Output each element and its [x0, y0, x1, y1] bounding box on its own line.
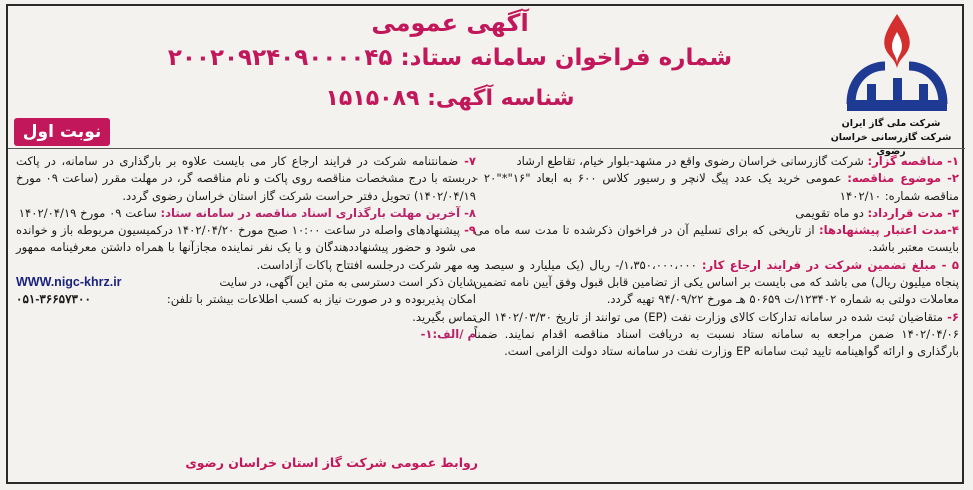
- divider: [8, 148, 965, 149]
- phone-number: ۰۵۱-۳۶۶۵۷۳۰۰: [16, 292, 91, 307]
- ad-code: م /الف:۱-: [420, 326, 476, 341]
- clause-7: ۷- ضمانتنامه شرکت در فرایند ارجاع کار می بایست علاوه بر بارگذاری در سامانه، در پاکت دربسته با درج مشخصات مناقصه روی پاکت و نام مناقصه گر، در مهلت مقرر (ساعت ۰۹ مورخ ۱۴۰۲/۰۴/۱۹) تحویل دفتر حراست شرکت گاز استان خراسان رضوی گردد.: [16, 154, 476, 203]
- clause-8: ۸- آخرین مهلت بارگذاری اسناد مناقصه در سامانه ستاد: ساعت ۰۹ مورخ ۱۴۰۲/۰۴/۱۹: [18, 205, 476, 220]
- notice-line: شایان ذکر است دسترسی به متن این آگهی، در سایت WWW.nigc-khrz.ir: [16, 274, 476, 291]
- clause-5: ۵ - مبلغ تضمین شرکت در فرایند ارجاع کار: ۱،۳۵۰،۰۰۰،۰۰۰/- ریال (یک میلیارد و سیصد و پنجاه میلیون ریال) می باشد که می بایست بر اساس یکی از تضامین قابل قبول وفق آیین نامه تضمین معاملات دولتی به شماره ۱۲۳۴۰۲/ت ۵۰۶۵۹ هـ مورخ ۹۴/۰۹/۲۲ تهیه گردد.: [474, 257, 959, 307]
- contact-end: تماس بگیرید.: [412, 309, 476, 324]
- ad-title: آگهی عمومی: [371, 9, 529, 37]
- left-column: [16, 153, 476, 343]
- clause-3: ۳- مدت قرارداد: دو ماه تقویمی: [795, 205, 959, 220]
- clause-4: ۴-مدت اعتبار پیشنهادها: از تاریخی که برای تسلیم آن در فراخوان ذکرشده تا مدت سه ماه می بایست معتبر باشد.: [474, 223, 959, 255]
- clause-9: ۹- پیشنهادهای واصله در ساعت ۱۰:۰۰ صبح مورخ ۱۴۰۲/۰۴/۲۰ درکمیسیون مربوطه باز و خوانده می شود و حضور پیشنهاددهندگان و یا یک نفر نماینده مجازآنها با همراه داشتن معرفینامه ممهور به مهر شرکت درجلسه افتتاح پاکات آزاداست.: [16, 223, 476, 272]
- right-column: [474, 153, 959, 361]
- clause-1: ۱- مناقصه گزار: شرکت گازرسانی خراسان رضوی واقع در مشهد-بلوار خیام، تقاطع ارشاد: [516, 154, 959, 168]
- nigc-logo-icon: [833, 8, 961, 128]
- header: [140, 6, 760, 116]
- website-link[interactable]: WWW.nigc-khrz.ir: [16, 275, 122, 290]
- phone-line: امکان پذیربوده و در صورت نیاز به کسب اطلاعات بیشتر با تلفن: ۰۵۱-۳۶۶۵۷۳۰۰: [16, 291, 476, 308]
- call-number: شماره فراخوان سامانه ستاد: ۲۰۰۲۰۹۲۴۰۹۰۰۰۰۴۵: [167, 45, 733, 71]
- clause-2: ۲- موضوع مناقصه: عمومی خرید یک عدد پیگ لانچر و رسیور کلاس ۶۰۰ به ابعاد "۱۶"*"۲۰ - مناقصه شماره: ۱۴۰۲/۱۰: [474, 171, 959, 203]
- company-name: شرکت ملی گاز ایران شرکت گازرسانی خراسان رضوی: [830, 118, 952, 157]
- footer-public-relations: روابط عمومی شرکت گاز استان خراسان رضوی: [185, 455, 478, 470]
- ad-id: شناسه آگهی: ۱۵۱۵۰۸۹: [325, 86, 575, 111]
- clause-6: ۶- متقاضیان ثبت شده در سامانه تدارکات کالای وزارت نفت (EP) می توانند از تاریخ ۱۴۰۲/۰۳/۳۰ الی ۱۴۰۲/۰۴/۰۶ ضمن مراجعه به سامانه ستاد نسبت به دریافت اسناد مناقصه اقدام نمایند. ضمناً بارگذاری و ارائه گواهینامه تایید ثبت سامانه EP وزارت نفت در سامانه ستاد دولت الزامی است.: [474, 309, 959, 359]
- round-badge: نوبت اول: [14, 118, 110, 146]
